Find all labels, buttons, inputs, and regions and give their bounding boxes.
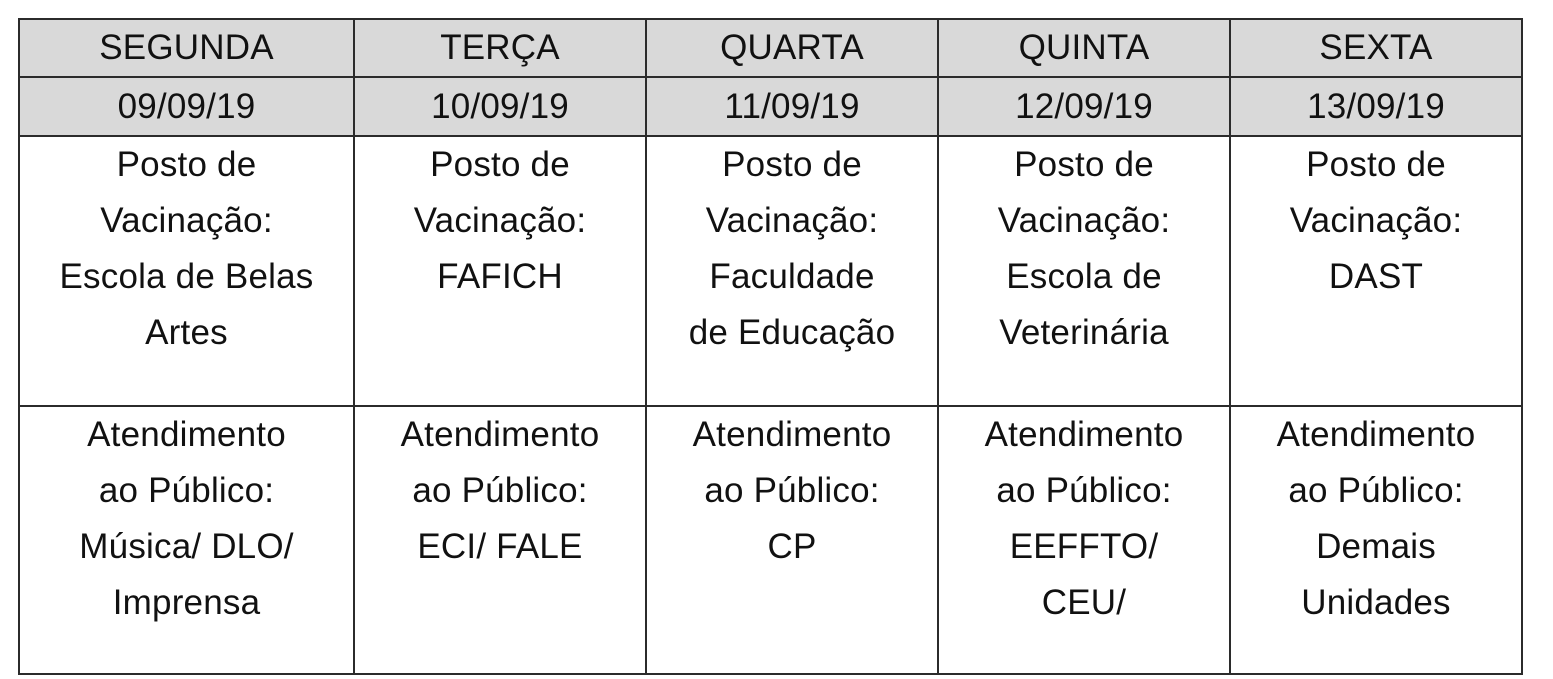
atendimento-text: Atendimento ao Público: ECI/ FALE (400, 415, 600, 566)
date-cell-quinta: 12/09/19 (938, 77, 1230, 136)
posto-text: Posto de Vacinação: Faculdade de Educação (688, 145, 896, 352)
date-cell-quarta: 11/09/19 (646, 77, 938, 136)
atendimento-cell-quinta (938, 406, 1230, 674)
posto-text: Posto de Vacinação: FAFICH (413, 145, 587, 296)
atendimento-text: Atendimento ao Público: Demais Unidades (1276, 415, 1476, 622)
weekday-cell-segunda: SEGUNDA (19, 19, 354, 77)
posto-cell-quarta (646, 136, 938, 406)
date-cell-segunda: 09/09/19 (19, 77, 354, 136)
date-header-row (19, 77, 1522, 136)
date-cell-terca: 10/09/19 (354, 77, 646, 136)
weekday-cell-quarta: QUARTA (646, 19, 938, 77)
posto-text: Posto de Vacinação: Escola de Belas Artes (59, 145, 314, 352)
vaccination-schedule-table (18, 18, 1523, 675)
weekday-cell-terca: TERÇA (354, 19, 646, 77)
weekday-header-row (19, 19, 1522, 77)
atendimento-cell-terca (354, 406, 646, 674)
atendimento-cell-sexta (1230, 406, 1522, 674)
posto-cell-segunda (19, 136, 354, 406)
posto-cell-quinta (938, 136, 1230, 406)
date-cell-sexta: 13/09/19 (1230, 77, 1522, 136)
atendimento-text: Atendimento ao Público: EEFFTO/ CEU/ (984, 415, 1184, 622)
atendimento-cell-segunda (19, 406, 354, 674)
weekday-cell-sexta: SEXTA (1230, 19, 1522, 77)
atendimento-cell-quarta (646, 406, 938, 674)
posto-text: Posto de Vacinação: Escola de Veterinária (997, 145, 1171, 352)
weekday-cell-quinta: QUINTA (938, 19, 1230, 77)
atendimento-text: Atendimento ao Público: Música/ DLO/ Imprensa (79, 415, 294, 622)
posto-cell-sexta (1230, 136, 1522, 406)
public-service-row (19, 406, 1522, 674)
atendimento-text: Atendimento ao Público: CP (692, 415, 892, 566)
posto-cell-terca (354, 136, 646, 406)
posto-text: Posto de Vacinação: DAST (1289, 145, 1463, 296)
vaccination-post-row (19, 136, 1522, 406)
